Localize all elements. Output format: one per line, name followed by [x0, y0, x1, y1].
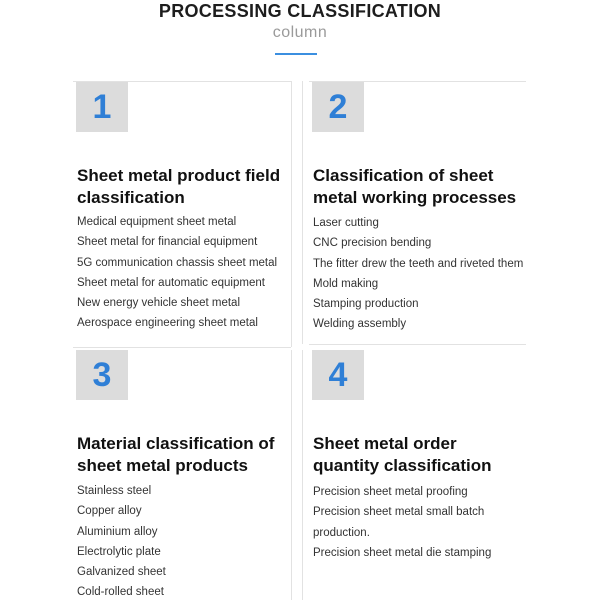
card-number-badge — [76, 350, 128, 400]
divider-mid-right — [309, 344, 526, 345]
divider-vertical-right-2 — [302, 350, 303, 600]
list-item: Precision sheet metal proofing — [313, 486, 468, 498]
card-number-badge — [312, 82, 364, 132]
list-item: The fitter drew the teeth and riveted them — [313, 257, 524, 270]
list-item: Cold-rolled sheet — [77, 586, 164, 599]
card-number-badge — [76, 82, 128, 132]
card-number: 2 — [328, 87, 348, 126]
card-title: Sheet metal product field classification — [77, 166, 281, 207]
list-item: Sheet metal for automatic equipment — [77, 276, 265, 289]
card-number: 4 — [328, 355, 348, 394]
page-subtitle: column — [272, 24, 328, 41]
list-item: Galvanized sheet — [77, 566, 166, 579]
list-item: Laser cutting — [313, 217, 379, 229]
list-item: Sheet metal for financial equipment — [77, 236, 258, 249]
list-item: Stainless steel — [77, 485, 152, 497]
card-title: Sheet metal order quantity classification — [313, 434, 492, 475]
card-item-list — [77, 212, 277, 334]
title-accent-line — [275, 53, 317, 55]
divider-mid-left — [73, 347, 291, 348]
divider-vertical-right — [302, 81, 303, 344]
list-item: Mold making — [313, 277, 379, 290]
list-item: Electrolytic plate — [77, 545, 161, 558]
divider-vertical-left — [291, 81, 292, 347]
list-item: Copper alloy — [77, 505, 142, 518]
list-item: CNC precision bending — [313, 237, 432, 250]
card-number-badge — [312, 350, 364, 400]
page-title: PROCESSING CLASSIFICATION — [158, 1, 442, 21]
card-item-list — [313, 213, 523, 335]
card-item-list — [77, 481, 166, 603]
card-title: Material classification of sheet metal products — [77, 434, 275, 475]
card-number: 3 — [92, 355, 112, 394]
card-number: 1 — [92, 87, 112, 126]
list-item: New energy vehicle sheet metal — [77, 297, 240, 310]
list-item: production. — [313, 526, 370, 539]
list-item: Medical equipment sheet metal — [77, 216, 237, 228]
list-item: 5G communication chassis sheet metal — [77, 256, 278, 269]
list-item: Aluminium alloy — [77, 525, 158, 538]
card-item-list — [313, 482, 491, 563]
list-item: Aerospace engineering sheet metal — [77, 317, 258, 330]
list-item: Stamping production — [313, 298, 419, 311]
list-item: Precision sheet metal die stamping — [313, 546, 492, 559]
list-item: Precision sheet metal small batch — [313, 506, 485, 519]
divider-vertical-left-2 — [291, 350, 292, 600]
card-title: Classification of sheet metal working processes — [313, 166, 517, 207]
list-item: Welding assembly — [313, 318, 407, 331]
